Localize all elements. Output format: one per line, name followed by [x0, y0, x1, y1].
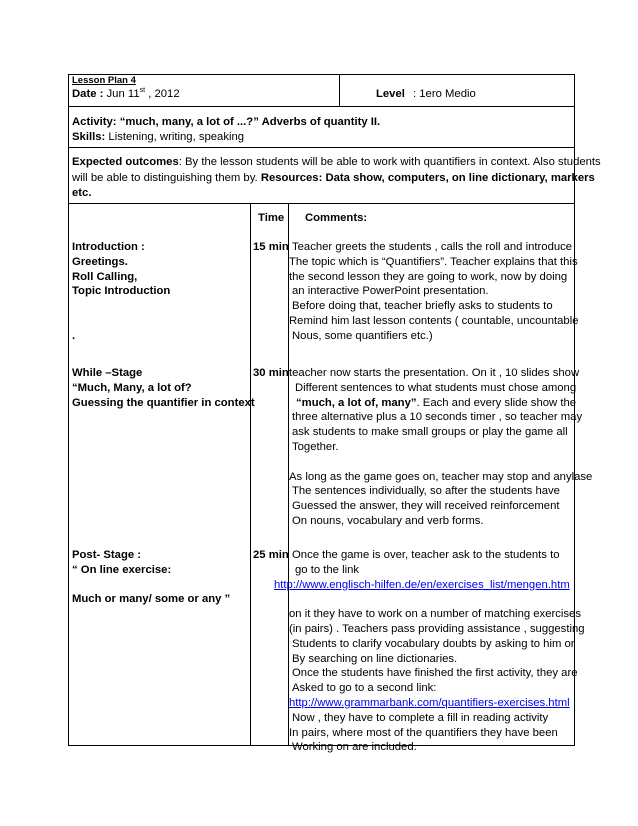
level-label: Level [376, 88, 405, 100]
comments-header: Comments: [305, 212, 368, 224]
stage-3-link-11[interactable]: http://www.grammarbank.com/quantifiers-exercises.html [289, 697, 570, 709]
date-field [72, 87, 180, 101]
stage-1-comment-1: Teacher greets the students , calls the roll and introduce [292, 241, 573, 253]
stage-3-comment-2: go to the link [295, 563, 360, 576]
row-divider-3 [68, 203, 575, 204]
stage-3-comment-6: (in pairs) . Teachers pass providing assistance , suggesting [289, 623, 585, 635]
stage-2-label-3: Guessing the quantifier in context [72, 396, 255, 409]
stage-3-comment-10: Asked to go to a second link: [292, 682, 437, 695]
stage-3-label-2: “ On line exercise: [72, 563, 172, 576]
stage-1-comment-3: the second lesson they are going to work, now by doing [289, 270, 568, 283]
stage-3-comment-7: Students to clarify vocabulary doubts by asking to him or [292, 637, 575, 650]
stage-2-time: 30 min [253, 367, 289, 379]
stage-2-comment-2: Different sentences to what students must chose among [295, 381, 577, 394]
skills-line [72, 130, 244, 144]
stage-3-comment-9: Once the students have finished the first activity, they are [292, 667, 578, 680]
outcomes-line-2: will be able to distinguishing them by. Resources: Data show, computers, on line dictionary, markers [72, 172, 595, 184]
stage-2-comment-1: teacher now starts the presentation. On it , 10 slides show [289, 367, 580, 379]
stage-1-comment-6: Remind him last lesson contents ( countable, uncountable [289, 315, 579, 327]
stage-3-comment-5: on it they have to work on a number of matching exercises [289, 608, 581, 621]
table-border-top [68, 74, 575, 75]
stage-1-comment-2: The topic which is “Quantifiers”. Teacher explains that this [289, 255, 578, 268]
stage-1-label-2: Greetings. [72, 255, 128, 268]
date-year: , 2012 [145, 88, 180, 100]
stage-3-comment-8: By searching on line dictionaries. [292, 652, 458, 665]
stage-1-label-7: . [72, 329, 76, 342]
stage-2-comment-6: Together. [292, 441, 339, 453]
time-col-left [250, 203, 251, 746]
stage-3-comment-13: In pairs, where most of the quantifiers they have been [289, 726, 558, 739]
stage-1-comment-7: Nous, some quantifiers etc.) [292, 329, 433, 342]
stage-3-link-3[interactable]: http://www.englisch-hilfen.de/en/exercises_list/mengen.htm [274, 578, 570, 591]
date-suffix: st [139, 87, 146, 95]
outcomes-line-1: Expected outcomes: By the lesson students will be able to work with quantifiers in context. Also students [72, 156, 601, 168]
row-divider-1 [68, 106, 575, 107]
stage-2-comment-11: On nouns, vocabulary and verb forms. [292, 515, 484, 527]
level-value: : 1ero Medio [413, 88, 476, 100]
stage-1-comment-4: an interactive PowerPoint presentation. [292, 285, 489, 298]
stage-2-label-2: “Much, Many, a lot of? [72, 381, 192, 394]
date-value: Jun 11 [106, 88, 140, 100]
stage-3-time: 25 min [253, 549, 289, 561]
outcomes-line-3: etc. [72, 187, 92, 199]
lesson-plan-title: Lesson Plan 4 [72, 75, 136, 86]
stage-2-comment-8: As long as the game goes on, teacher may stop and anylase [289, 470, 593, 483]
stage-2-comment-10: Guessed the answer, they will received reinforcement [292, 500, 560, 513]
date-label: Date : [72, 88, 104, 100]
stage-3-label-1: Post- Stage : [72, 549, 142, 561]
stage-2-comment-3: “much, a lot of, many”. Each and every slide show the [296, 396, 577, 409]
activity-line [72, 115, 380, 129]
stage-1-comment-5: Before doing that, teacher briefly asks to students to [292, 300, 553, 313]
stage-2-comment-9: The sentences individually, so after the students have [292, 485, 560, 498]
header-divider [339, 74, 340, 106]
stage-1-label-1: Introduction : [72, 241, 145, 253]
stage-3-comment-12: Now , they have to complete a fill in reading activity [292, 711, 549, 724]
activity-value: “much, many, a lot of ...?” Adverbs of quantity II. [119, 116, 381, 128]
stage-2-comment-4: three alternative plus a 10 seconds timer , so teacher may [292, 411, 583, 424]
stage-3-comment-1: Once the game is over, teacher ask to the students to [292, 549, 560, 561]
row-divider-2 [68, 147, 575, 148]
activity-label: Activity: [72, 116, 117, 128]
stage-1-time: 15 min [253, 241, 289, 253]
skills-label: Skills: [72, 131, 106, 143]
stage-3-label-4: Much or many/ some or any ” [72, 593, 231, 606]
stage-2-comment-5: ask students to make small groups or play the game all [292, 426, 568, 439]
stage-1-label-3: Roll Calling, [72, 270, 138, 283]
stage-1-label-4: Topic Introduction [72, 285, 171, 298]
table-border-left [68, 74, 69, 746]
time-header: Time [258, 212, 285, 224]
stage-2-label-1: While –Stage [72, 367, 143, 379]
skills-value: Listening, writing, speaking [108, 131, 245, 143]
stage-3-comment-14: Working on are included. [292, 741, 417, 754]
